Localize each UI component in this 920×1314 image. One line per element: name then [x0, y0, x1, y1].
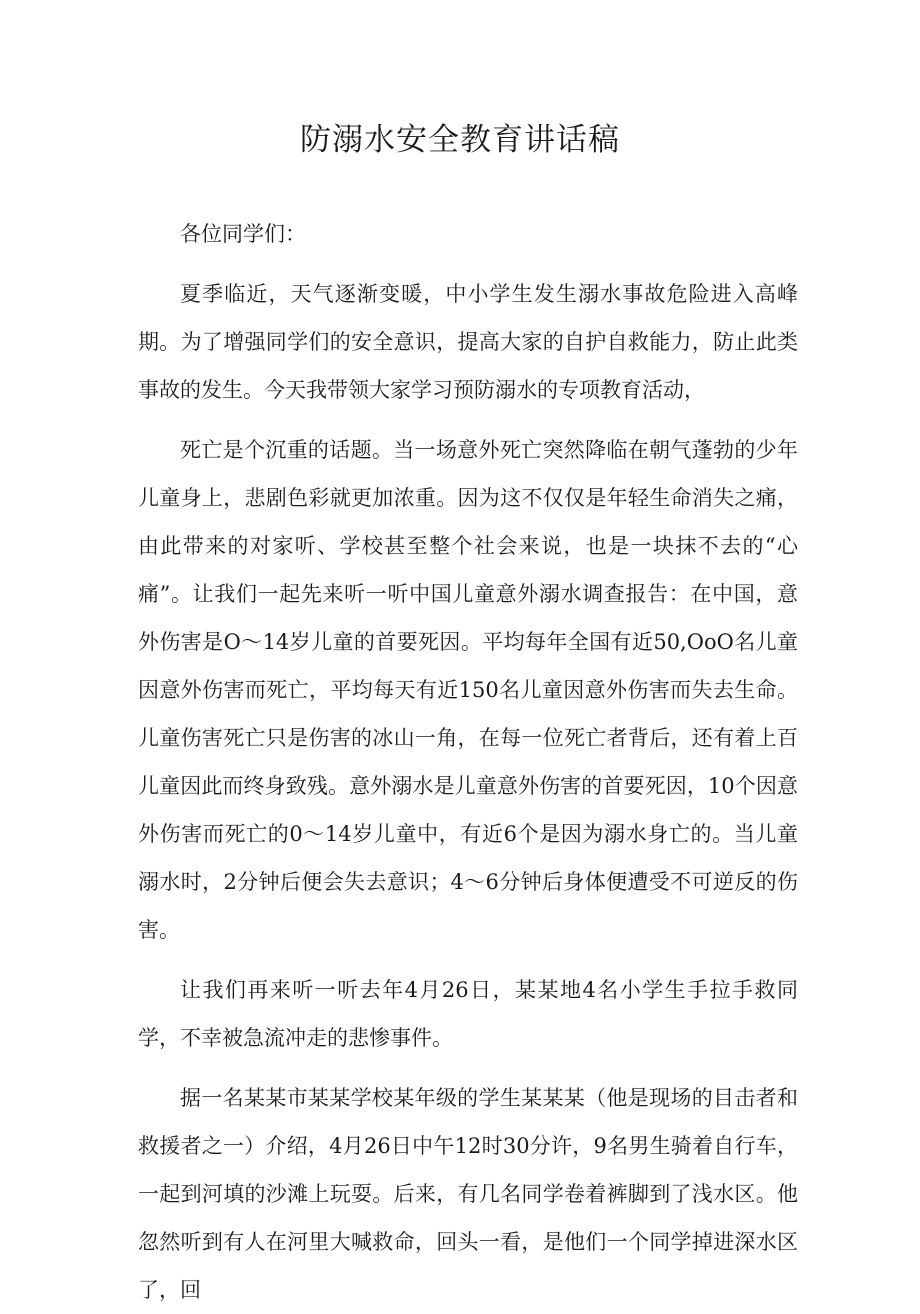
document-title: 防溺水安全教育讲话稿: [300, 122, 620, 158]
document-body: [138, 210, 798, 1314]
body-paragraph: 据一名某某市某某学校某年级的学生某某某（他是现场的目击者和救援者之一）介绍，4月26日中午12时30分许，9名男生骑着自行车，一起到河填的沙滩上玩耍。后来，有几名同学卷着裤脚到了浅水区。他忽然听到有人在河里大喊救命，回头一看，是他们一个同学掉进深水区了，回: [138, 1086, 798, 1302]
body-paragraph: 夏季临近，天气逐渐变暖，中小学生发生溺水事故危险进入高峰期。为了增强同学们的安全意识，提高大家的自护自救能力，防止此类事故的发生。今天我带领大家学习预防溺水的专项教育活动，: [138, 282, 798, 402]
body-paragraph: 死亡是个沉重的话题。当一场意外死亡突然降临在朝气蓬勃的少年儿童身上，悲剧色彩就更加浓重。因为这不仅仅是年轻生命消失之痛，由此带来的对家听、学校甚至整个社会来说，也是一块抹不去的“心痛”。让我们一起先来听一听中国儿童意外溺水调查报告：在中国，意外伤害是O～14岁儿童的首要死因。平均每年全国有近50,OoO名儿童因意外伤害而死亡，平均每天有近150名儿童因意外伤害而失去生命。儿童伤害死亡只是伤害的冰山一角，在每一位死亡者背后，还有着上百儿童因此而终身致残。意外溺水是儿童意外伤害的首要死因，10个因意外伤害而死亡的0～14岁儿童中，有近6个是因为溺水身亡的。当儿童溺水时，2分钟后便会失去意识；4～6分钟后身体便遭受不可逆反的伤害。: [138, 438, 798, 942]
body-paragraph: 让我们再来听一听去年4月26日，某某地4名小学生手拉手救同学，不幸被急流冲走的悲惨事件。: [138, 978, 798, 1050]
salutation-paragraph: 各位同学们：: [180, 222, 306, 246]
